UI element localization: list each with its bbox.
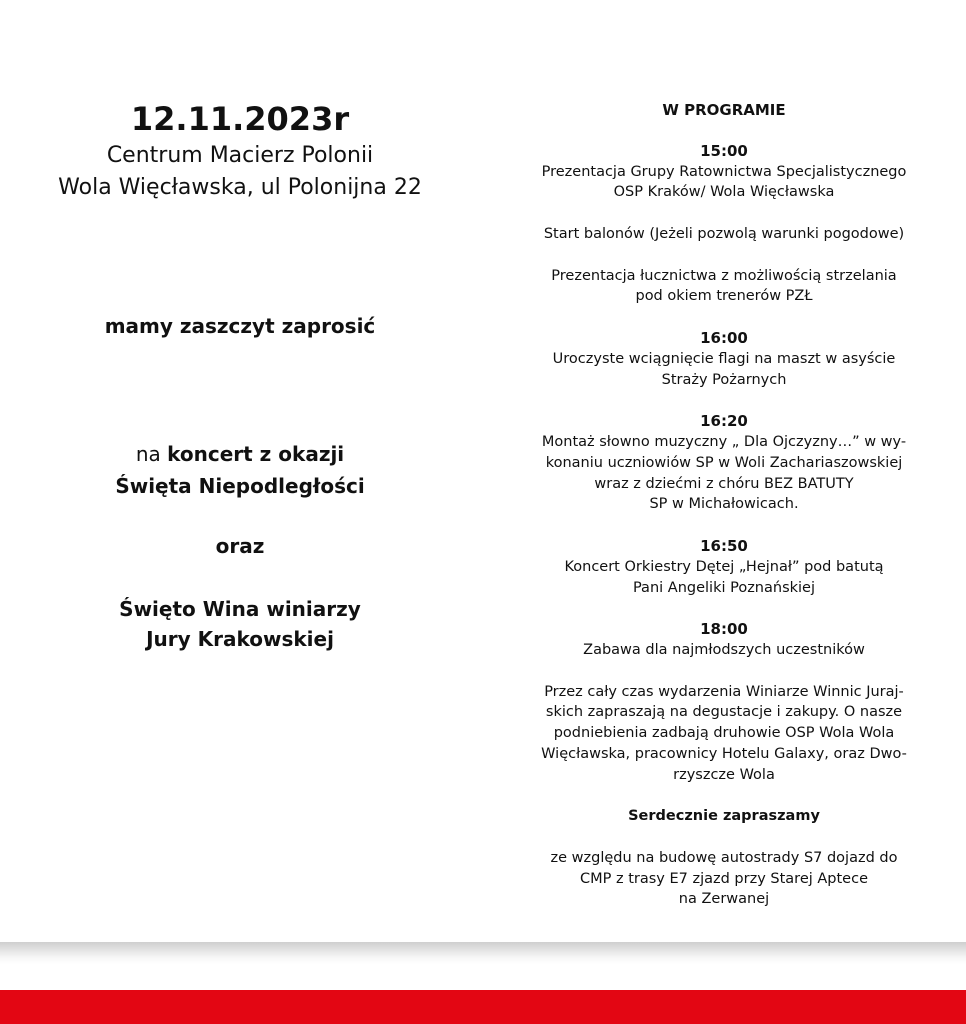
- concert-title: [40, 438, 440, 502]
- program-item: [528, 141, 920, 203]
- program-text-line: wraz z dziećmi z chóru BEZ BATUTY: [594, 475, 854, 492]
- program-time: 16:00: [700, 328, 748, 347]
- event-date: 12.11.2023r: [130, 100, 350, 138]
- program-time: 15:00: [700, 141, 748, 160]
- program-time: 16:50: [700, 536, 748, 555]
- flag-red-stripe: [0, 990, 966, 1024]
- program-closing: Serdecznie zapraszamy: [628, 808, 820, 825]
- program-text-line: SP w Michałowicach.: [649, 496, 799, 513]
- program-item: [528, 328, 920, 390]
- program-text-line: Straży Pożarnych: [661, 371, 787, 388]
- program-item: [528, 411, 920, 515]
- program-item: [528, 536, 920, 598]
- program-item: [528, 266, 920, 308]
- venue-name: Centrum Macierz Polonii: [106, 143, 374, 168]
- program-text-line: Koncert Orkiestry Dętej „Hejnał” pod batutą: [564, 558, 884, 575]
- program-column: [528, 100, 920, 931]
- program-text-line: podniebienia zadbają druhowie OSP Wola Wola: [553, 725, 895, 742]
- conjunction-text: oraz: [215, 534, 265, 558]
- program-time: 18:00: [700, 620, 748, 639]
- program-text-line: Prezentacja łucznictwa z możliwością strzelania: [551, 267, 897, 284]
- program-text-line: skich zapraszają na degustacje i zakupy. O nasze: [545, 704, 903, 721]
- concert-prefix: na: [135, 442, 168, 466]
- program-text-line: Prezentacja Grupy Ratownictwa Specjalistycznego: [541, 163, 907, 180]
- program-text-line: ze względu na budowę autostrady S7 dojazd do: [550, 849, 898, 866]
- program-text-line: pod okiem trenerów PZŁ: [635, 288, 813, 305]
- program-item: [528, 682, 920, 786]
- program-item: [528, 806, 920, 827]
- holiday-name: Święta Niepodległości: [115, 474, 365, 498]
- program-text-line: rzyszcze Wola: [673, 766, 775, 783]
- program-text-line: Uroczyste wciągnięcie flagi na maszt w asyście: [552, 350, 896, 367]
- venue-address: [40, 140, 440, 204]
- program-text-line: OSP Kraków/ Wola Więcławska: [613, 184, 835, 201]
- program-item: [528, 848, 920, 910]
- program-item: [528, 619, 920, 661]
- program-heading: W PROGRAMIE: [662, 101, 786, 119]
- program-item: [528, 224, 920, 245]
- invitation-text: mamy zaszczyt zaprosić: [104, 314, 376, 338]
- program-text-line: Start balonów (Jeżeli pozwolą warunki pogodowe): [543, 225, 905, 242]
- program-text-line: Przez cały czas wydarzenia Winiarze Winnic Juraj-: [544, 683, 904, 700]
- flag-shadow: [0, 942, 966, 964]
- program-text-line: konaniu uczniowiów SP w Woli Zachariaszowskiej: [545, 454, 903, 471]
- venue-street: Wola Więcławska, ul Polonijna 22: [58, 175, 422, 200]
- program-text-line: Pani Angeliki Poznańskiej: [632, 579, 816, 596]
- flag-white-stripe: [0, 964, 966, 990]
- wine-festival-title: [40, 594, 440, 654]
- wine-festival-line2: Jury Krakowskiej: [146, 627, 334, 651]
- concert-title-bold: koncert z okazji: [167, 442, 345, 466]
- program-text-line: Montaż słowno muzyczny „ Dla Ojczyzny…” w wy-: [541, 433, 907, 450]
- program-text-line: CMP z trasy E7 zjazd przy Starej Aptece: [580, 870, 868, 887]
- program-text-line: Więcławska, pracownicy Hotelu Galaxy, oraz Dwo-: [541, 745, 907, 762]
- program-text-line: na Zerwanej: [678, 891, 770, 908]
- program-text-line: Zabawa dla najmłodszych uczestników: [583, 641, 865, 658]
- program-time: 16:20: [700, 412, 748, 431]
- program-list: [528, 141, 920, 910]
- wine-festival-line1: Święto Wina winiarzy: [119, 597, 361, 621]
